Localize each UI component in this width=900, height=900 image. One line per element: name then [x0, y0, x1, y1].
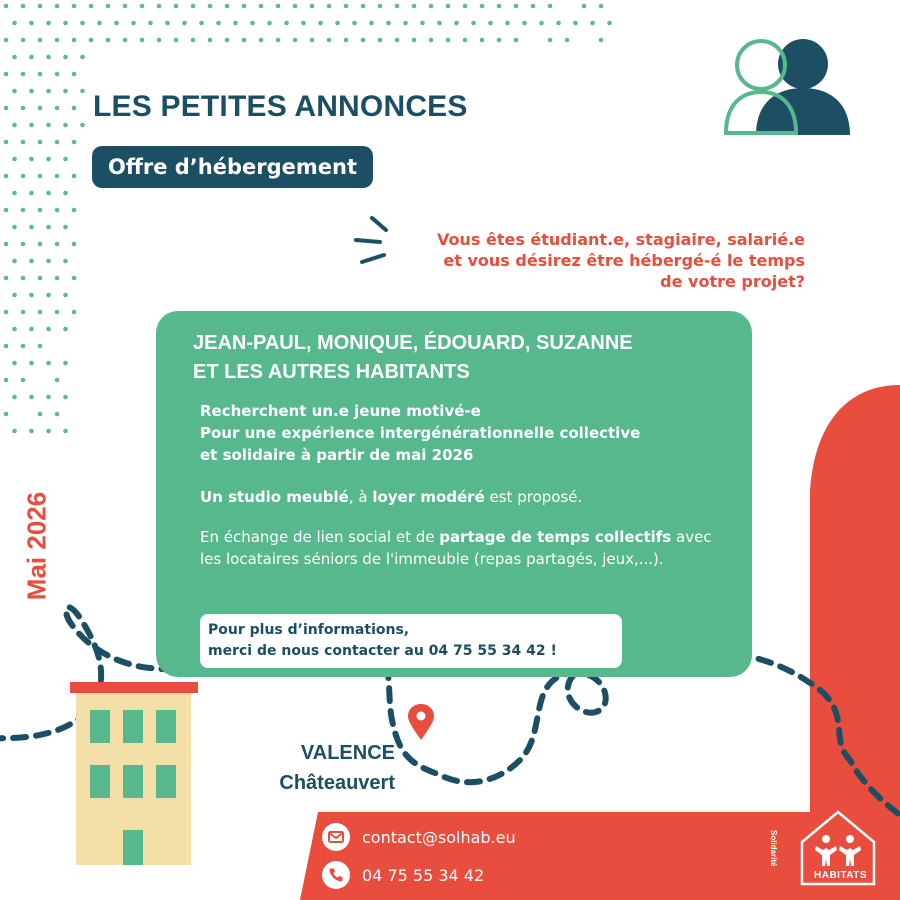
decor-dot [446, 4, 451, 9]
studio-text-part: , à [348, 488, 373, 506]
decor-dot [63, 157, 68, 162]
decor-dot [21, 4, 26, 9]
decor-dot [225, 4, 230, 9]
decor-dot [4, 72, 9, 77]
decor-dot [72, 310, 77, 315]
decor-dot [4, 344, 9, 349]
decor-dot [174, 38, 179, 43]
decor-dot [480, 38, 485, 43]
decor-dot [548, 4, 553, 9]
decor-dot [12, 225, 17, 230]
decor-dot [446, 38, 451, 43]
decor-dot [80, 55, 85, 60]
decor-dot [352, 21, 357, 26]
decor-dot [123, 4, 128, 9]
intro-question [380, 229, 805, 292]
decor-dot [12, 293, 17, 298]
city-name: VALENCE [300, 742, 395, 764]
decor-dot [4, 242, 9, 247]
decor-dot [46, 225, 51, 230]
decor-dot [293, 38, 298, 43]
studio-text [200, 486, 740, 508]
decor-dot [72, 208, 77, 213]
decor-dot [80, 21, 85, 26]
decor-dot [361, 4, 366, 9]
decor-dot [386, 21, 391, 26]
decor-dot [55, 378, 60, 383]
decor-dot [573, 21, 578, 26]
decor-dot [55, 208, 60, 213]
decor-dot [327, 4, 332, 9]
logo-wordmark: HABITATS [814, 870, 868, 881]
decor-dot [12, 395, 17, 400]
decor-dot [233, 21, 238, 26]
decor-dot [242, 38, 247, 43]
decor-dot [514, 4, 519, 9]
decor-dot [463, 38, 468, 43]
decor-dot [165, 21, 170, 26]
decor-dot [29, 89, 34, 94]
decor-dot [55, 242, 60, 247]
decor-dot [182, 21, 187, 26]
contact-line: merci de nous contacter au 04 75 55 34 42 ! [208, 643, 557, 659]
decor-dot [344, 38, 349, 43]
seeking-text [200, 400, 740, 466]
logo-side-text: Solidarité [769, 830, 778, 867]
decor-dot [505, 21, 510, 26]
decor-dot [72, 106, 77, 111]
decor-dot [471, 21, 476, 26]
decor-dot [55, 276, 60, 281]
decor-dot [29, 157, 34, 162]
decor-dot [29, 123, 34, 128]
studio-text-part: est proposé. [484, 488, 583, 506]
decor-dot [378, 4, 383, 9]
decor-dot [590, 21, 595, 26]
decor-dot [369, 21, 374, 26]
decor-dot [12, 123, 17, 128]
decor-dot [38, 140, 43, 145]
decor-dot [55, 106, 60, 111]
decor-dot [63, 191, 68, 196]
names-line: ET LES AUTRES HABITANTS [193, 361, 470, 383]
email-icon [322, 823, 350, 851]
decor-dot [21, 72, 26, 77]
decor-dot [114, 21, 119, 26]
decor-dot [599, 38, 604, 43]
studio-bold: Un studio meublé [200, 488, 349, 506]
decor-dot [259, 4, 264, 9]
decor-dot [63, 293, 68, 298]
decor-dot [46, 21, 51, 26]
names-line: JEAN-PAUL, MONIQUE, ÉDOUARD, SUZANNE [193, 332, 633, 354]
decor-dot [4, 378, 9, 383]
decor-dot [276, 38, 281, 43]
decor-dot [301, 21, 306, 26]
decor-dot [63, 395, 68, 400]
decor-dot [140, 4, 145, 9]
location-text [260, 738, 395, 798]
contact-line: Pour plus d’informations, [208, 622, 410, 638]
decor-dot [4, 174, 9, 179]
decor-dot [140, 38, 145, 43]
exchange-text-part: avec les locataires séniors de l'immeuble (repas partagés, jeux,...). [200, 528, 712, 568]
decor-dot [208, 4, 213, 9]
decor-dot [276, 4, 281, 9]
decor-dot [607, 21, 612, 26]
decor-dot [38, 208, 43, 213]
decor-dot [437, 21, 442, 26]
decor-dot [259, 38, 264, 43]
decor-dot [29, 429, 34, 434]
decor-dot [225, 38, 230, 43]
decor-dot [429, 4, 434, 9]
decor-dot [21, 242, 26, 247]
decor-dot [395, 4, 400, 9]
decor-dot [429, 38, 434, 43]
decor-dot [63, 89, 68, 94]
decor-dot [310, 38, 315, 43]
decor-dot [21, 208, 26, 213]
decor-dot [522, 21, 527, 26]
decor-dot [29, 191, 34, 196]
decor-dot [97, 21, 102, 26]
decor-dot [38, 174, 43, 179]
decor-dot [29, 21, 34, 26]
decor-dot [565, 38, 570, 43]
decor-dot [480, 4, 485, 9]
people-icon [726, 39, 850, 135]
decor-dot [412, 38, 417, 43]
decor-dot [46, 191, 51, 196]
decor-dot [123, 38, 128, 43]
decor-dot [46, 327, 51, 332]
decor-dot [191, 38, 196, 43]
decor-dot [12, 21, 17, 26]
decor-dot [21, 174, 26, 179]
decor-dot [38, 344, 43, 349]
decor-dot [539, 21, 544, 26]
decor-dot [72, 38, 77, 43]
decor-dot [29, 55, 34, 60]
offer-badge: Offre d’hébergement [92, 146, 373, 188]
decor-dot [46, 293, 51, 298]
decor-dot [4, 38, 9, 43]
decor-dot [361, 38, 366, 43]
exchange-text [200, 526, 730, 570]
decor-dot [378, 38, 383, 43]
decor-dot [46, 429, 51, 434]
decor-dot [55, 310, 60, 315]
decor-dot [4, 4, 9, 9]
decor-dot [403, 21, 408, 26]
decor-dot [250, 21, 255, 26]
decor-dot [38, 276, 43, 281]
decor-dot [21, 276, 26, 281]
building-illustration [70, 682, 198, 865]
exchange-text-part: En échange de lien social et de [200, 528, 440, 546]
email-text[interactable]: contact@solhab.eu [362, 827, 516, 847]
decor-dot [55, 4, 60, 9]
seek-line: Pour une expérience intergénérationnelle collective [200, 424, 641, 442]
decor-dot [4, 106, 9, 111]
decor-dot [599, 4, 604, 9]
decor-dot [344, 4, 349, 9]
decor-dot [395, 38, 400, 43]
decor-dot [318, 21, 323, 26]
decor-dot [12, 327, 17, 332]
contact-box [200, 614, 622, 668]
decor-dot [46, 89, 51, 94]
decor-dot [420, 21, 425, 26]
decor-dot [199, 21, 204, 26]
intro-line: de votre projet? [660, 272, 805, 291]
decor-dot [174, 4, 179, 9]
decor-dot [29, 361, 34, 366]
decor-dot [72, 174, 77, 179]
decor-dot [63, 21, 68, 26]
decor-dot [46, 157, 51, 162]
phone-icon [322, 861, 350, 889]
decor-dot [63, 259, 68, 264]
decor-dot [157, 38, 162, 43]
decor-dot [327, 38, 332, 43]
decor-dot [55, 72, 60, 77]
decor-dot [12, 191, 17, 196]
decor-dot [46, 55, 51, 60]
decor-dot [29, 225, 34, 230]
month-label [22, 476, 52, 616]
decor-dot [29, 259, 34, 264]
decor-dot [38, 242, 43, 247]
decor-dot [55, 140, 60, 145]
decor-dot [46, 123, 51, 128]
decor-dot [63, 361, 68, 366]
seek-line: et solidaire à partir de mai 2026 [200, 446, 474, 464]
decor-dot [582, 4, 587, 9]
decor-dot [80, 123, 85, 128]
decor-dot [497, 38, 502, 43]
decor-dot [12, 361, 17, 366]
decor-dot [463, 4, 468, 9]
decor-dot [63, 225, 68, 230]
decor-dot [63, 327, 68, 332]
decor-dot [89, 4, 94, 9]
decor-dot [55, 38, 60, 43]
decor-dot [4, 276, 9, 281]
decor-dot [157, 4, 162, 9]
email-row[interactable] [322, 819, 516, 855]
decor-dot [216, 21, 221, 26]
intro-line: et vous désirez être hébergé-é le temps [443, 251, 805, 270]
decor-dot [21, 378, 26, 383]
decor-dot [46, 361, 51, 366]
decor-dot [454, 21, 459, 26]
decor-dot [55, 174, 60, 179]
decor-dot [72, 140, 77, 145]
decor-dot [412, 4, 417, 9]
decor-dot [131, 21, 136, 26]
decor-dot [21, 38, 26, 43]
exchange-bold: partage de temps collectifs [439, 528, 672, 546]
rent-bold: loyer modéré [372, 488, 485, 506]
decor-dot [12, 429, 17, 434]
decor-dot [72, 242, 77, 247]
decor-dot [80, 89, 85, 94]
decor-dot [63, 429, 68, 434]
decor-dot [38, 72, 43, 77]
decor-dot [21, 140, 26, 145]
decor-dot [148, 21, 153, 26]
decor-dot [29, 293, 34, 298]
decor-dot [310, 4, 315, 9]
decor-dot [242, 4, 247, 9]
decor-dot [514, 38, 519, 43]
decor-dot [46, 395, 51, 400]
decor-dot [284, 21, 289, 26]
decor-dot [29, 327, 34, 332]
decor-dot [335, 21, 340, 26]
page-title: LES PETITES ANNONCES [93, 90, 468, 123]
decor-dot [55, 412, 60, 417]
decor-dot [72, 72, 77, 77]
decor-dot [46, 259, 51, 264]
decor-dot [293, 4, 298, 9]
decor-dot [12, 55, 17, 60]
decor-dot [29, 395, 34, 400]
decor-dot [191, 4, 196, 9]
decor-dot [38, 310, 43, 315]
decor-dot [531, 4, 536, 9]
decor-dot [267, 21, 272, 26]
phone-row[interactable] [322, 857, 484, 893]
intro-line: Vous êtes étudiant.e, stagiaire, salarié.e [436, 230, 805, 249]
decor-dot [106, 38, 111, 43]
decor-dot [21, 106, 26, 111]
decor-dot [12, 157, 17, 162]
decor-dot [12, 259, 17, 264]
decor-dot [12, 89, 17, 94]
decor-dot [38, 38, 43, 43]
decor-dot [488, 21, 493, 26]
decor-dot [497, 4, 502, 9]
decor-dot [63, 55, 68, 60]
decor-dot [548, 38, 553, 43]
residents-names [193, 329, 733, 387]
decor-dot [72, 276, 77, 281]
decor-dot [63, 123, 68, 128]
decor-dot [38, 4, 43, 9]
decor-dot [21, 344, 26, 349]
decor-dot [38, 412, 43, 417]
decor-dot [556, 21, 561, 26]
decor-dot [208, 38, 213, 43]
decor-dot [21, 310, 26, 315]
decor-dot [106, 4, 111, 9]
decor-dot [4, 310, 9, 315]
phone-text[interactable]: 04 75 55 34 42 [362, 865, 485, 885]
decor-dot [72, 4, 77, 9]
decor-dot [4, 140, 9, 145]
map-pin-icon [408, 704, 434, 740]
month-text: Mai 2026 [21, 491, 52, 601]
decor-dot [89, 38, 94, 43]
seek-line: Recherchent un.e jeune motivé-e [200, 402, 481, 420]
decor-dot [38, 106, 43, 111]
district-name: Châteauvert [279, 772, 395, 794]
decor-dot [4, 412, 9, 417]
decor-dot [4, 208, 9, 213]
